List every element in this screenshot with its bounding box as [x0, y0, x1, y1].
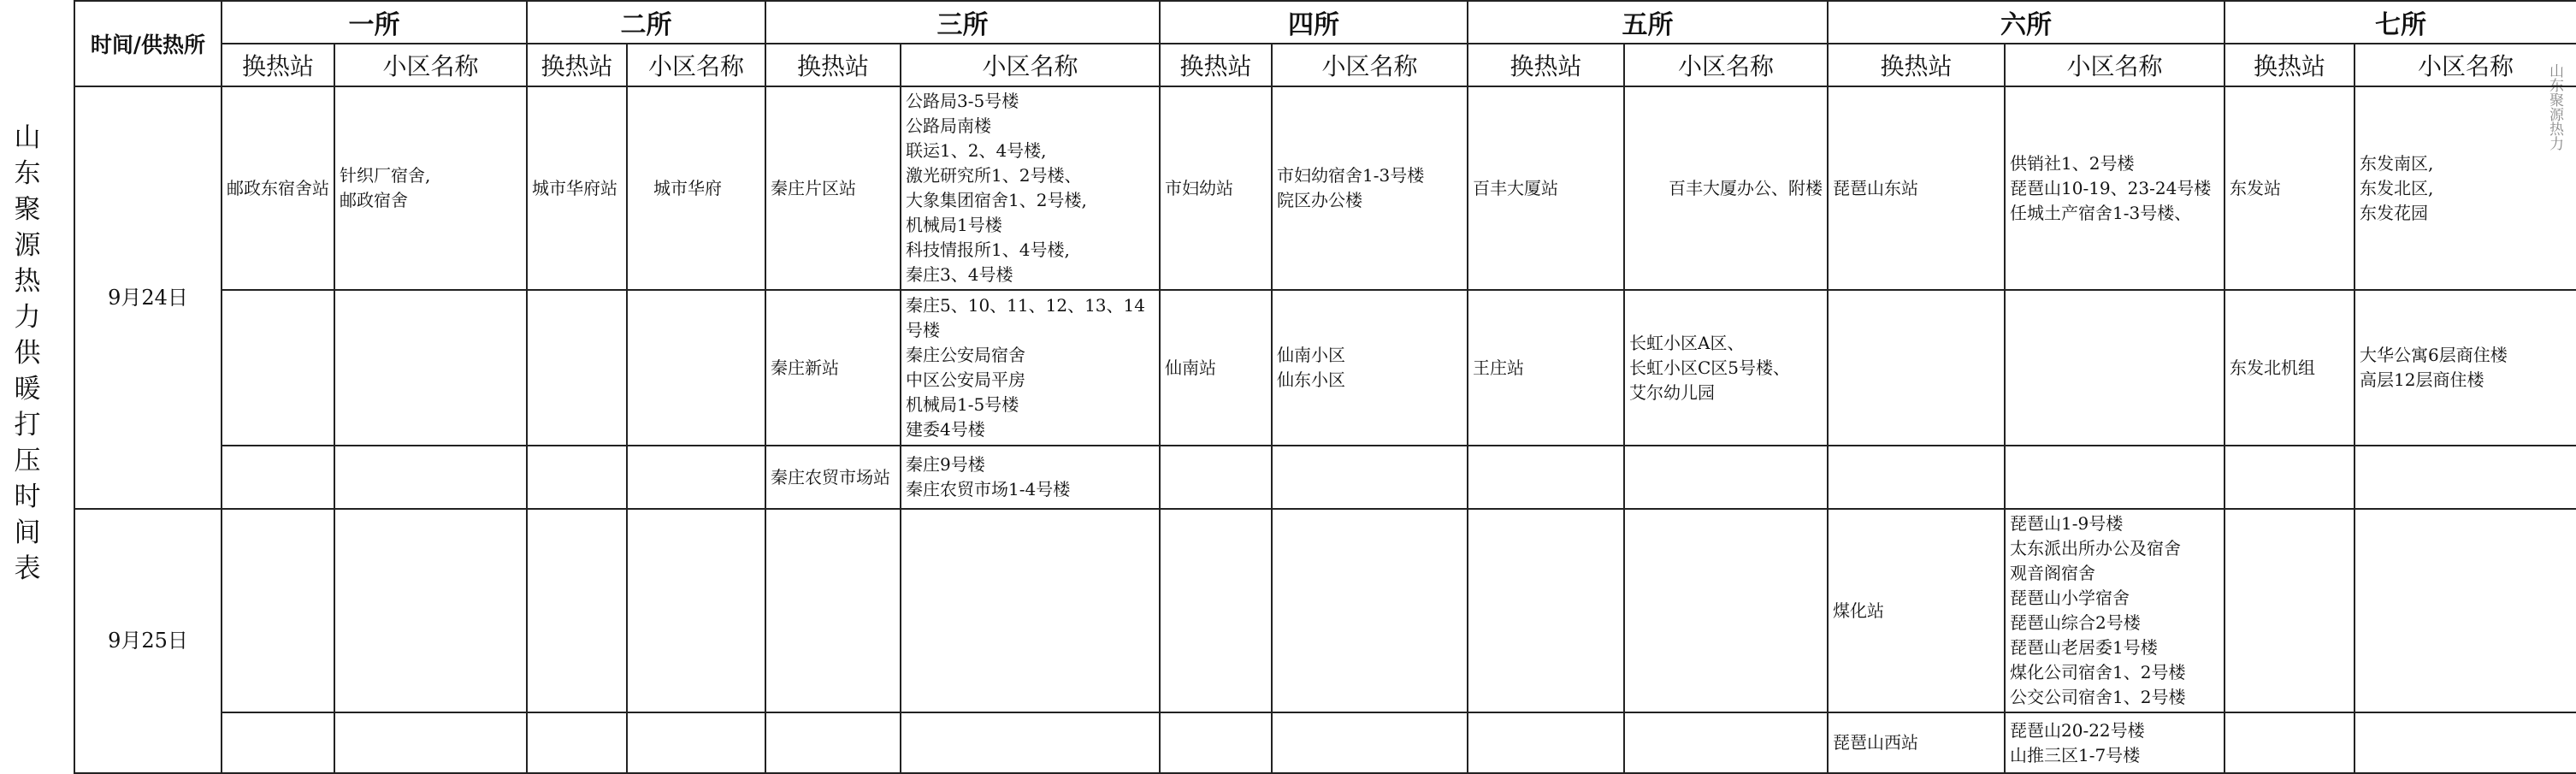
community-cell: 琵琶山1-9号楼 太东派出所办公及宿舍 观音阁宿舍 琵琶山小学宿舍 琵琶山综合2号楼 琵琶山老居委1号楼 煤化公司宿舍1、2号楼 公交公司宿舍1、2号楼 — [2005, 509, 2224, 712]
title-char: 表 — [14, 553, 41, 584]
station-cell: 秦庄新站 — [765, 290, 901, 446]
station-cell: 琵琶山东站 — [1828, 86, 2005, 290]
empty-cell — [334, 446, 527, 509]
header-station-3: 三所 — [765, 1, 1160, 44]
empty-cell — [2005, 290, 2224, 446]
empty-cell — [1828, 446, 2005, 509]
station-cell: 秦庄片区站 — [765, 86, 901, 290]
vertical-title — [0, 120, 55, 587]
empty-cell — [2354, 509, 2576, 712]
title-char: 聚 — [14, 194, 41, 225]
empty-cell — [1272, 712, 1468, 773]
subheader-community: 小区名称 — [1624, 44, 1828, 86]
empty-cell — [334, 712, 527, 773]
empty-cell — [1160, 446, 1272, 509]
subheader-station: 换热站 — [1468, 44, 1624, 86]
empty-cell — [1272, 509, 1468, 712]
empty-cell — [2224, 509, 2354, 712]
subheader-community: 小区名称 — [2005, 44, 2224, 86]
station-cell: 邮政东宿舍站 — [222, 86, 334, 290]
empty-cell — [334, 290, 527, 446]
table-row — [74, 712, 2576, 773]
empty-cell — [1468, 712, 1624, 773]
header-station-5: 五所 — [1468, 1, 1828, 44]
station-cell: 市妇幼站 — [1160, 86, 1272, 290]
station-cell: 王庄站 — [1468, 290, 1624, 446]
empty-cell — [627, 446, 765, 509]
subheader-station: 换热站 — [222, 44, 334, 86]
date-cell: 9月24日 — [74, 86, 222, 509]
subheader-community: 小区名称 — [901, 44, 1160, 86]
subheader-community: 小区名称 — [1272, 44, 1468, 86]
subheader-station: 换热站 — [1828, 44, 2005, 86]
empty-cell — [1272, 446, 1468, 509]
empty-cell — [627, 712, 765, 773]
community-cell: 秦庄9号楼 秦庄农贸市场1-4号楼 — [901, 446, 1160, 509]
title-char: 压 — [14, 446, 41, 476]
header-station-7: 七所 — [2224, 1, 2576, 44]
empty-cell — [1624, 446, 1828, 509]
empty-cell — [222, 712, 334, 773]
empty-cell — [2224, 712, 2354, 773]
subheader-community: 小区名称 — [2354, 44, 2576, 86]
empty-cell — [2224, 446, 2354, 509]
community-cell: 百丰大厦办公、附楼 — [1624, 86, 1828, 290]
station-cell: 煤化站 — [1828, 509, 2005, 712]
station-cell: 东发站 — [2224, 86, 2354, 290]
empty-cell — [334, 509, 527, 712]
empty-cell — [2005, 446, 2224, 509]
title-char: 供 — [14, 338, 41, 369]
empty-cell — [627, 509, 765, 712]
table-row — [74, 290, 2576, 446]
subheader-station: 换热站 — [1160, 44, 1272, 86]
title-char: 源 — [14, 230, 41, 261]
empty-cell — [527, 509, 627, 712]
empty-cell — [901, 712, 1160, 773]
table-row — [74, 86, 2576, 290]
empty-cell — [222, 446, 334, 509]
community-cell: 供销社1、2号楼 琵琶山10-19、23-24号楼 任城土产宿舍1-3号楼、 — [2005, 86, 2224, 290]
community-cell: 东发南区, 东发北区, 东发花园 — [2354, 86, 2576, 290]
community-cell: 公路局3-5号楼 公路局南楼 联运1、2、4号楼, 激光研究所1、2号楼、 大象集团宿舍1、2号楼, 机械局1号楼 科技情报所1、4号楼, 秦庄3、4号楼 — [901, 86, 1160, 290]
schedule-table — [74, 0, 2576, 774]
empty-cell — [1160, 712, 1272, 773]
empty-cell — [222, 290, 334, 446]
empty-cell — [2354, 712, 2576, 773]
empty-cell — [901, 509, 1160, 712]
watermark: 山东聚源热力 — [2546, 63, 2563, 151]
station-cell: 琵琶山西站 — [1828, 712, 2005, 773]
subheader-station: 换热站 — [2224, 44, 2354, 86]
community-cell: 长虹小区A区、 长虹小区C区5号楼、 艾尔幼儿园 — [1624, 290, 1828, 446]
header-station-6: 六所 — [1828, 1, 2224, 44]
title-char: 间 — [14, 517, 41, 548]
header-station-2: 二所 — [527, 1, 765, 44]
empty-cell — [627, 290, 765, 446]
empty-cell — [222, 509, 334, 712]
community-cell: 秦庄5、10、11、12、13、14号楼 秦庄公安局宿舍 中区公安局平房 机械局1-5号楼 建委4号楼 — [901, 290, 1160, 446]
community-cell: 针织厂宿舍, 邮政宿舍 — [334, 86, 527, 290]
community-cell: 仙南小区 仙东小区 — [1272, 290, 1468, 446]
empty-cell — [765, 712, 901, 773]
community-cell: 城市华府 — [627, 86, 765, 290]
station-cell: 东发北机组 — [2224, 290, 2354, 446]
header-station-4: 四所 — [1160, 1, 1468, 44]
date-cell: 9月25日 — [74, 509, 222, 773]
community-cell: 琵琶山20-22号楼 山推三区1-7号楼 — [2005, 712, 2224, 773]
subheader-community: 小区名称 — [627, 44, 765, 86]
community-cell: 大华公寓6层商住楼 高层12层商住楼 — [2354, 290, 2576, 446]
empty-cell — [1468, 509, 1624, 712]
empty-cell — [1624, 509, 1828, 712]
title-char: 时 — [14, 482, 41, 512]
subheader-station: 换热站 — [527, 44, 627, 86]
title-char: 山 — [14, 122, 41, 153]
station-cell: 秦庄农贸市场站 — [765, 446, 901, 509]
station-cell: 城市华府站 — [527, 86, 627, 290]
table-row — [74, 509, 2576, 712]
subheader-community: 小区名称 — [334, 44, 527, 86]
title-char: 暖 — [14, 374, 41, 405]
community-cell: 市妇幼宿舍1-3号楼 院区办公楼 — [1272, 86, 1468, 290]
title-char: 东 — [14, 158, 41, 189]
empty-cell — [2354, 446, 2576, 509]
subheader-station: 换热站 — [765, 44, 901, 86]
empty-cell — [527, 712, 627, 773]
empty-cell — [765, 509, 901, 712]
empty-cell — [1624, 712, 1828, 773]
title-char: 打 — [14, 410, 41, 440]
empty-cell — [527, 290, 627, 446]
empty-cell — [527, 446, 627, 509]
header-station-1: 一所 — [222, 1, 527, 44]
station-cell: 百丰大厦站 — [1468, 86, 1624, 290]
empty-cell — [1828, 290, 2005, 446]
title-char: 热 — [14, 266, 41, 297]
table-row — [74, 446, 2576, 509]
empty-cell — [1160, 509, 1272, 712]
corner-header: 时间/供热所 — [74, 1, 222, 86]
station-cell: 仙南站 — [1160, 290, 1272, 446]
empty-cell — [1468, 446, 1624, 509]
title-char: 力 — [14, 302, 41, 333]
